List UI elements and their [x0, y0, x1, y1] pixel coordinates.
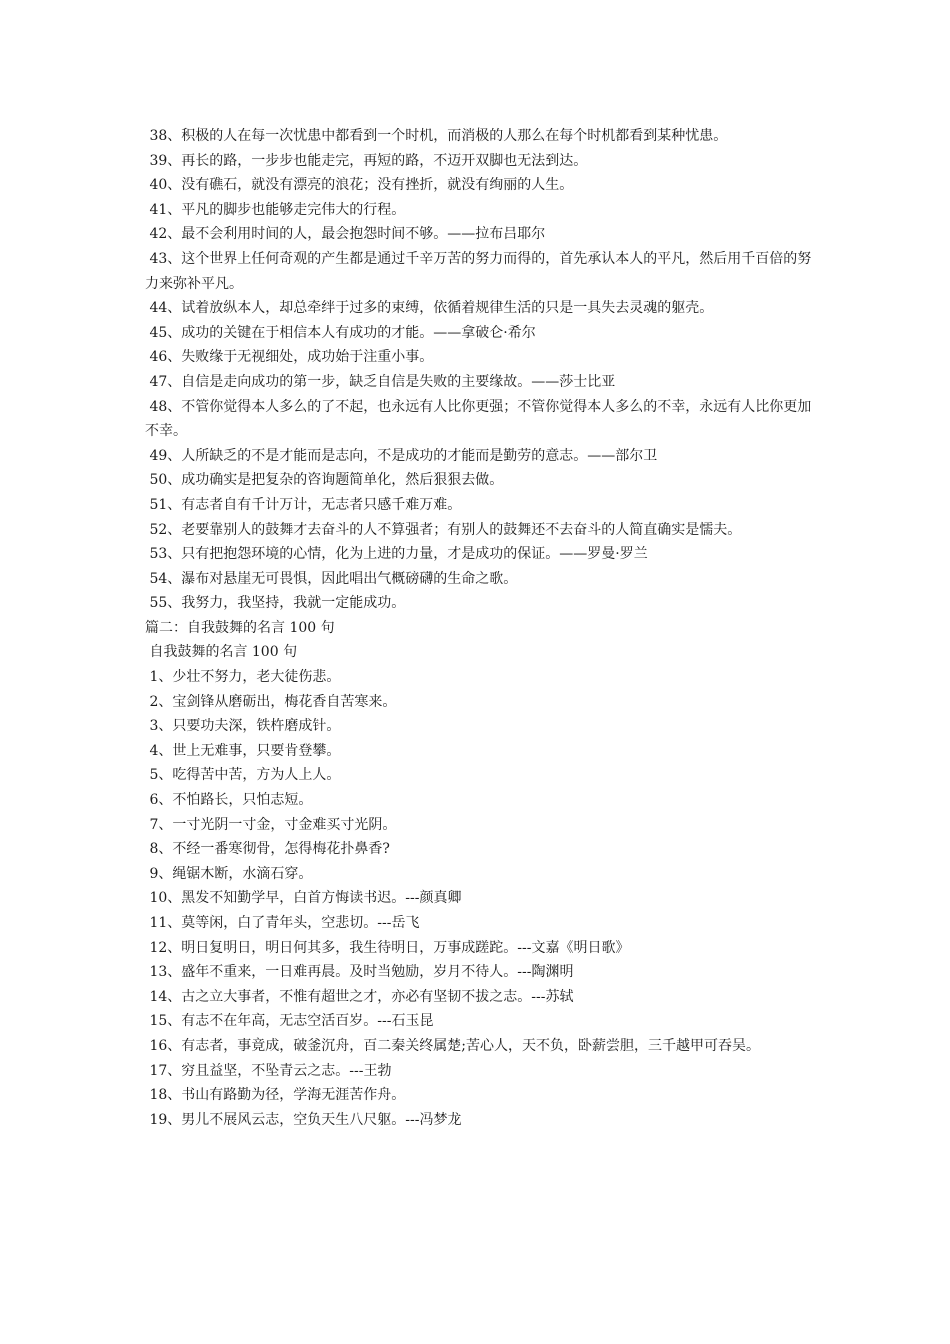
- list-item-19: 19、男儿不展风云志，空负天生八尺躯。---冯梦龙: [145, 1111, 462, 1128]
- list-item-3: 3、只要功夫深，铁杵磨成针。: [145, 718, 341, 735]
- quote-51: 51、有志者自有千计万计，无志者只感千难万难。: [145, 496, 462, 513]
- list-item-9: 9、绳锯木断，水滴石穿。: [145, 865, 313, 882]
- list-item-11: 11、莫等闲，白了青年头，空悲切。---岳飞: [145, 915, 420, 931]
- list-item-18: 18、书山有路勤为径，学海无涯苦作舟。: [145, 1087, 406, 1104]
- quote-43: 43、这个世界上任何奇观的产生都是通过千辛万苦的努力而得的，首先承认本人的平凡，然后用千百倍的努力来弥补平凡。: [145, 250, 812, 292]
- list-item-4: 4、世上无难事，只要肯登攀。: [145, 742, 341, 759]
- section-heading: 篇二：自我鼓舞的名言 100 句: [145, 619, 335, 636]
- list-item-17: 17、穷且益坚，不坠青云之志。---王勃: [145, 1062, 392, 1079]
- quote-40: 40、没有礁石，就没有漂亮的浪花；没有挫折，就没有绚丽的人生。: [145, 177, 574, 194]
- quote-38: 38、积极的人在每一次忧患中都看到一个时机，而消极的人那么在每个时机都看到某种忧患。: [145, 128, 728, 144]
- list-item-2: 2、宝剑锋从磨砺出，梅花香自苦寒来。: [145, 693, 397, 710]
- quote-41: 41、平凡的脚步也能够走完伟大的行程。: [145, 201, 406, 218]
- quote-50: 50、成功确实是把复杂的咨询题简单化，然后狠狠去做。: [145, 472, 504, 489]
- quote-44: 44、试着放纵本人，却总牵绊于过多的束缚，依循着规律生活的只是一具失去灵魂的躯壳。: [145, 300, 714, 317]
- list-item-14: 14、古之立大事者，不惟有超世之才，亦必有坚韧不拔之志。---苏轼: [145, 988, 574, 1005]
- quote-39: 39、再长的路，一步步也能走完，再短的路，不迈开双脚也无法到达。: [145, 152, 588, 169]
- quote-45: 45、成功的关键在于相信本人有成功的才能。——拿破仑·希尔: [145, 324, 536, 341]
- quote-54: 54、瀑布对悬崖无可畏惧，因此唱出气概磅礴的生命之歌。: [145, 570, 518, 587]
- list-item-10: 10、黑发不知勤学早，白首方悔读书迟。---颜真卿: [145, 890, 462, 907]
- list-item-15: 15、有志不在年高，无志空活百岁。---石玉昆: [145, 1013, 434, 1030]
- section-subtitle: 自我鼓舞的名言 100 句: [145, 644, 298, 661]
- list-item-8: 8、不经一番寒彻骨，怎得梅花扑鼻香?: [145, 841, 390, 858]
- list-item-13: 13、盛年不重来，一日难再晨。及时当勉励，岁月不待人。---陶渊明: [145, 964, 574, 981]
- quote-46: 46、失败缘于无视细处，成功始于注重小事。: [145, 349, 434, 366]
- document-body: [145, 124, 815, 1132]
- list-item-12: 12、明日复明日，明日何其多，我生待明日，万事成蹉跎。---文嘉《明日歌》: [145, 939, 630, 956]
- list-item-16: 16、有志者，事竟成，破釜沉舟，百二秦关终属楚;苦心人，天不负，卧薪尝胆，三千越甲可吞吴。: [145, 1037, 760, 1054]
- list-item-7: 7、一寸光阴一寸金，寸金难买寸光阴。: [145, 816, 397, 833]
- quote-49: 49、人所缺乏的不是才能而是志向，不是成功的才能而是勤劳的意志。——部尔卫: [145, 447, 658, 464]
- list-item-5: 5、吃得苦中苦，方为人上人。: [145, 767, 341, 784]
- list-item-1: 1、少壮不努力，老大徒伤悲。: [145, 669, 341, 686]
- quote-53: 53、只有把抱怨环境的心情，化为上进的力量，才是成功的保证。——罗曼·罗兰: [145, 546, 648, 563]
- quote-42: 42、最不会利用时间的人，最会抱怨时间不够。——拉布吕耶尔: [145, 226, 546, 243]
- quote-52: 52、老要靠别人的鼓舞才去奋斗的人不算强者；有别人的鼓舞还不去奋斗的人简直确实是懦夫。: [145, 521, 742, 538]
- quote-48: 48、不管你觉得本人多么的了不起，也永远有人比你更强；不管你觉得本人多么的不幸，永远有人比你更加不幸。: [145, 398, 812, 440]
- quote-55: 55、我努力，我坚持，我就一定能成功。: [145, 595, 406, 612]
- list-item-6: 6、不怕路长，只怕志短。: [145, 792, 313, 809]
- quote-47: 47、自信是走向成功的第一步，缺乏自信是失败的主要缘故。——莎士比亚: [145, 373, 616, 390]
